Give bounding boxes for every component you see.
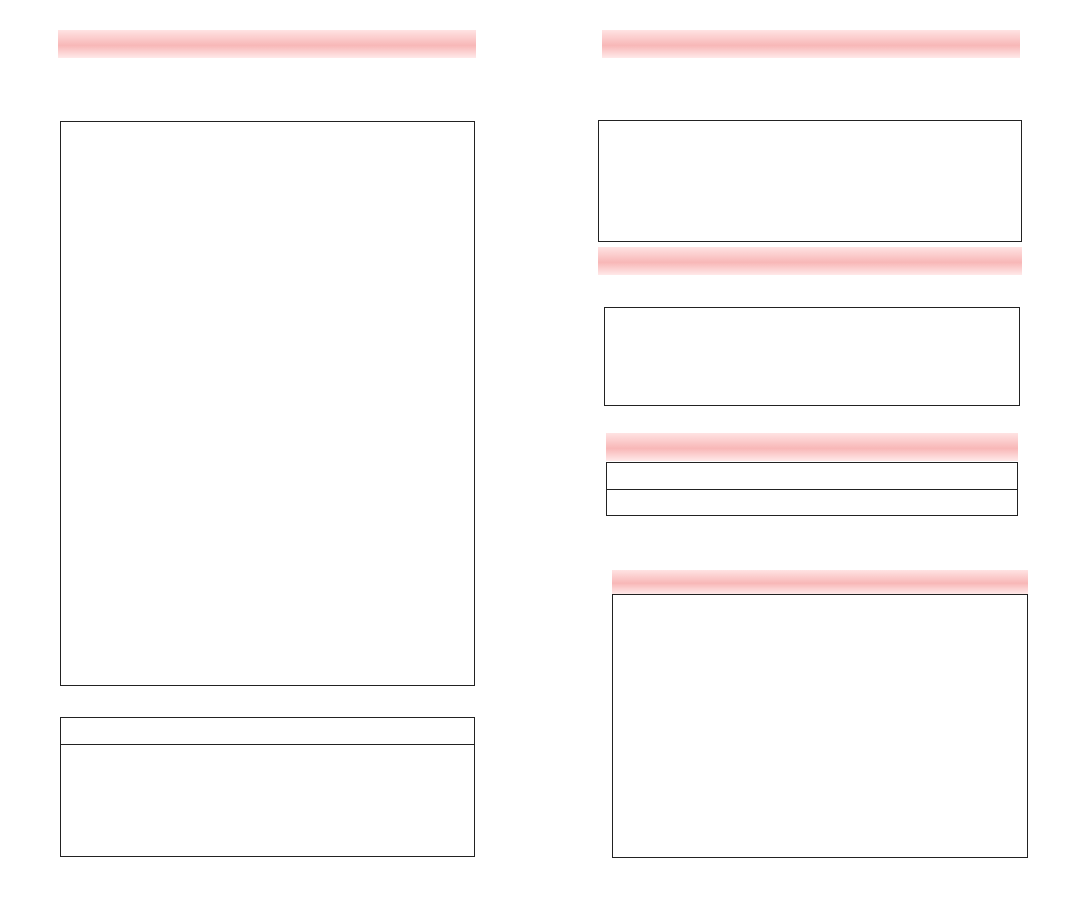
wednesday-service-title [598,247,1022,275]
prayer-meeting-row-1 [607,463,1017,490]
morning-service-title [58,30,476,58]
morning-order-box [60,121,475,686]
offerings-title [612,570,1028,594]
checklist-title [61,718,474,745]
offerings-box [612,594,1028,858]
checklist-box [60,717,475,857]
prayer-meeting-row-2 [607,490,1017,516]
afternoon-service-title [602,30,1020,58]
afternoon-order-box [598,120,1022,242]
wednesday-order-box [604,307,1020,406]
prayer-meeting-box [606,462,1018,516]
prayer-meeting-title [606,433,1018,461]
